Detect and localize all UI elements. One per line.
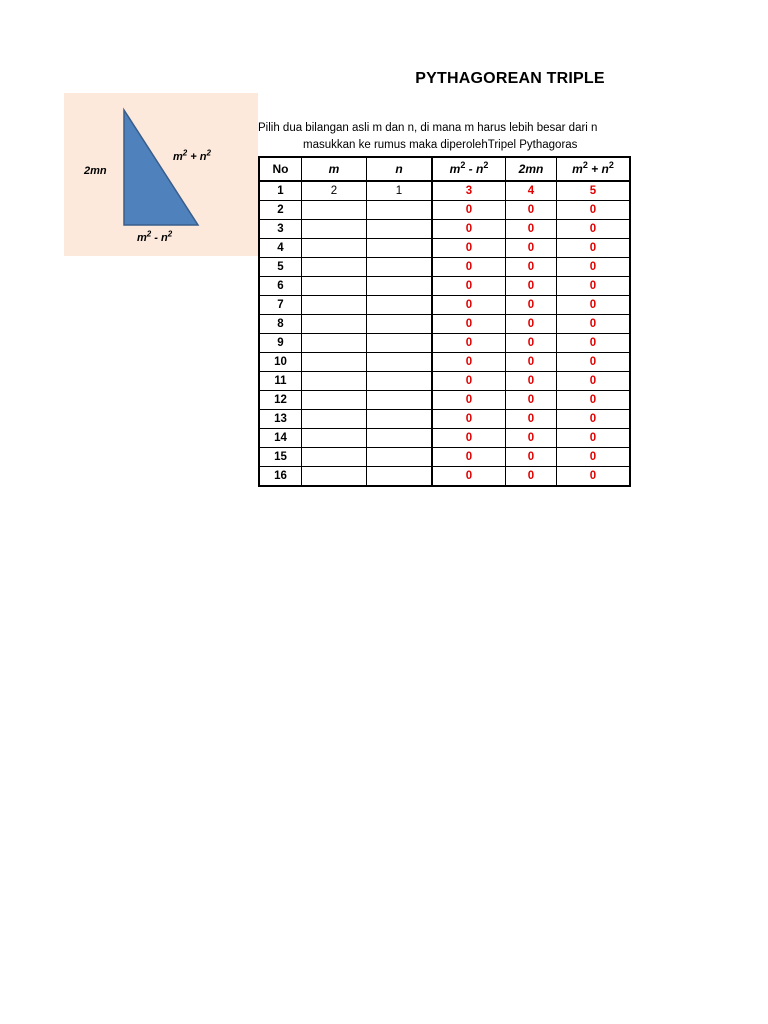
m2-plus-n2-cell: 0: [557, 391, 631, 410]
m2-minus-n2-cell: 0: [432, 277, 506, 296]
instructions: [258, 120, 630, 154]
2mn-cell: 0: [506, 429, 557, 448]
row-number-cell: 13: [259, 410, 302, 429]
row-number-cell: 12: [259, 391, 302, 410]
row-number-cell: 4: [259, 239, 302, 258]
row-number-cell: 6: [259, 277, 302, 296]
table-row: [259, 410, 630, 429]
page-title: PYTHAGOREAN TRIPLE: [415, 70, 605, 87]
m2-minus-n2-cell: 0: [432, 353, 506, 372]
2mn-cell: 0: [506, 391, 557, 410]
m2-plus-n2-cell: 0: [557, 429, 631, 448]
m2-plus-n2-cell: 5: [557, 181, 631, 201]
m2-plus-n2-cell: 0: [557, 239, 631, 258]
triples-table: [258, 156, 631, 487]
table-row: [259, 391, 630, 410]
m2-plus-n2-cell: 0: [557, 201, 631, 220]
m-input-cell[interactable]: [302, 201, 367, 220]
row-number-cell: 9: [259, 334, 302, 353]
table-row: [259, 315, 630, 334]
m2-minus-n2-cell: 0: [432, 201, 506, 220]
m2-plus-n2-cell: 0: [557, 353, 631, 372]
m-input-cell[interactable]: [302, 353, 367, 372]
m-input-cell[interactable]: [302, 372, 367, 391]
m2-plus-n2-cell: 0: [557, 467, 631, 487]
m2-plus-n2-cell: 0: [557, 372, 631, 391]
2mn-cell: 0: [506, 277, 557, 296]
m-input-cell[interactable]: 2: [302, 181, 367, 201]
m-input-cell[interactable]: [302, 258, 367, 277]
2mn-cell: 0: [506, 258, 557, 277]
n-input-cell[interactable]: [367, 334, 433, 353]
m2-minus-n2-cell: 0: [432, 315, 506, 334]
m2-plus-n2-cell: 0: [557, 277, 631, 296]
table-row: [259, 277, 630, 296]
n-input-cell[interactable]: [367, 353, 433, 372]
instruction-line-1: Pilih dua bilangan asli m dan n, di mana m harus lebih besar dari n: [258, 122, 598, 134]
m-input-cell[interactable]: [302, 429, 367, 448]
table-row: [259, 181, 630, 201]
row-number-cell: 16: [259, 467, 302, 487]
m2-minus-n2-cell: 0: [432, 448, 506, 467]
m-input-cell[interactable]: [302, 239, 367, 258]
n-input-cell[interactable]: [367, 258, 433, 277]
2mn-cell: 4: [506, 181, 557, 201]
m2-minus-n2-cell: 0: [432, 391, 506, 410]
leg-label-2mn: 2mn: [84, 165, 107, 177]
row-number-cell: 15: [259, 448, 302, 467]
n-input-cell[interactable]: [367, 201, 433, 220]
table-row: [259, 372, 630, 391]
n-input-cell[interactable]: 1: [367, 181, 433, 201]
m2-minus-n2-cell: 3: [432, 181, 506, 201]
m2-plus-n2-cell: 0: [557, 315, 631, 334]
2mn-cell: 0: [506, 410, 557, 429]
header-m2-minus-n2: $m^2 - n^2$: [432, 157, 506, 181]
instruction-line-2: masukkan ke rumus maka diperolehTripel Pythagoras: [303, 139, 578, 151]
2mn-cell: 0: [506, 467, 557, 487]
m2-minus-n2-cell: 0: [432, 429, 506, 448]
n-input-cell[interactable]: [367, 467, 433, 487]
m-input-cell[interactable]: [302, 391, 367, 410]
table-row: [259, 334, 630, 353]
m2-minus-n2-cell: 0: [432, 467, 506, 487]
right-triangle-shape: [124, 110, 198, 225]
m-input-cell[interactable]: [302, 448, 367, 467]
triangle-diagram: [64, 93, 258, 256]
n-input-cell[interactable]: [367, 296, 433, 315]
table-body: [259, 181, 630, 486]
row-number-cell: 10: [259, 353, 302, 372]
m2-plus-n2-cell: 0: [557, 220, 631, 239]
m2-minus-n2-cell: 0: [432, 410, 506, 429]
n-input-cell[interactable]: [367, 391, 433, 410]
header-m2-plus-n2: $m^2 + n^2$: [557, 157, 631, 181]
row-number-cell: 3: [259, 220, 302, 239]
m2-minus-n2-cell: 0: [432, 258, 506, 277]
table-row: [259, 296, 630, 315]
m-input-cell[interactable]: [302, 220, 367, 239]
m-input-cell[interactable]: [302, 410, 367, 429]
row-number-cell: 14: [259, 429, 302, 448]
m2-plus-n2-cell: 0: [557, 258, 631, 277]
m2-plus-n2-cell: 0: [557, 410, 631, 429]
table-row: [259, 429, 630, 448]
n-input-cell[interactable]: [367, 372, 433, 391]
m-input-cell[interactable]: [302, 315, 367, 334]
m2-plus-n2-cell: 0: [557, 448, 631, 467]
header-2mn: 2mn: [506, 157, 557, 181]
n-input-cell[interactable]: [367, 239, 433, 258]
2mn-cell: 0: [506, 372, 557, 391]
row-number-cell: 5: [259, 258, 302, 277]
row-number-cell: 8: [259, 315, 302, 334]
n-input-cell[interactable]: [367, 315, 433, 334]
m2-minus-n2-cell: 0: [432, 334, 506, 353]
n-input-cell[interactable]: [367, 277, 433, 296]
2mn-cell: 0: [506, 296, 557, 315]
2mn-cell: 0: [506, 239, 557, 258]
table-row: [259, 448, 630, 467]
table-row: [259, 467, 630, 487]
m-input-cell[interactable]: [302, 467, 367, 487]
hypotenuse-label: $m^2 + n^2$: [173, 148, 211, 163]
2mn-cell: 0: [506, 353, 557, 372]
header-no: No: [259, 157, 302, 181]
base-label: $m^2 - n^2$: [137, 229, 173, 244]
row-number-cell: 2: [259, 201, 302, 220]
m-input-cell[interactable]: [302, 296, 367, 315]
header-n: n: [367, 157, 433, 181]
2mn-cell: 0: [506, 201, 557, 220]
n-input-cell[interactable]: [367, 220, 433, 239]
n-input-cell[interactable]: [367, 448, 433, 467]
m2-minus-n2-cell: 0: [432, 220, 506, 239]
m-input-cell[interactable]: [302, 277, 367, 296]
table-row: [259, 353, 630, 372]
2mn-cell: 0: [506, 448, 557, 467]
2mn-cell: 0: [506, 334, 557, 353]
table-row: [259, 201, 630, 220]
header-m: m: [302, 157, 367, 181]
2mn-cell: 0: [506, 220, 557, 239]
m2-minus-n2-cell: 0: [432, 296, 506, 315]
m2-plus-n2-cell: 0: [557, 334, 631, 353]
table-row: [259, 239, 630, 258]
n-input-cell[interactable]: [367, 410, 433, 429]
row-number-cell: 11: [259, 372, 302, 391]
table-header-row: [259, 157, 630, 181]
m2-minus-n2-cell: 0: [432, 239, 506, 258]
m-input-cell[interactable]: [302, 334, 367, 353]
m2-minus-n2-cell: 0: [432, 372, 506, 391]
row-number-cell: 7: [259, 296, 302, 315]
table-row: [259, 220, 630, 239]
row-number-cell: 1: [259, 181, 302, 201]
table-row: [259, 258, 630, 277]
2mn-cell: 0: [506, 315, 557, 334]
m2-plus-n2-cell: 0: [557, 296, 631, 315]
n-input-cell[interactable]: [367, 429, 433, 448]
